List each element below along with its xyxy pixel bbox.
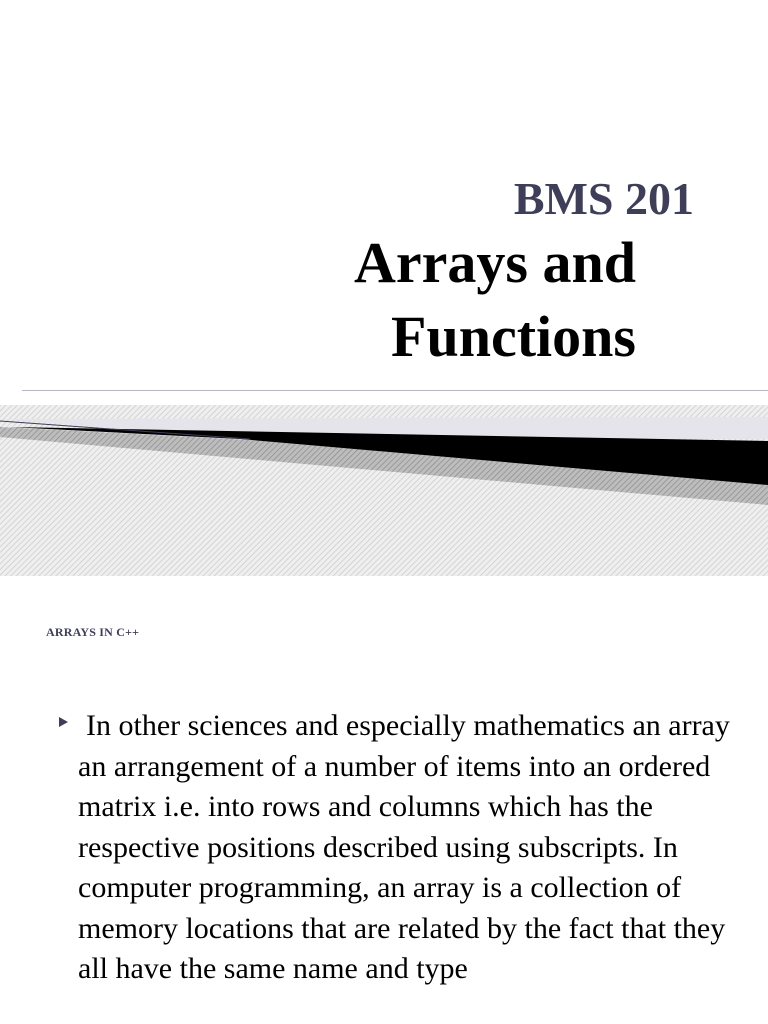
bullet-text: In other sciences and especially mathematics an array an arrangement of a number of items into an ordered matrix i.e. into rows and columns which has the respective positions described using subscripts. In computer programming, an array is a collection of memory locations that are related by the fact that they all have the same name and type [78,709,730,985]
bullet-item [56,706,746,990]
content-slide [0,576,768,1024]
triangle-right-bullet-icon [56,715,70,729]
course-code: BMS 201 [513,173,694,224]
presentation-title: Arrays and Functions [354,230,636,369]
decorative-band [0,405,768,576]
section-heading: ARRAYS IN C++ [46,625,140,639]
title-divider [22,390,768,391]
